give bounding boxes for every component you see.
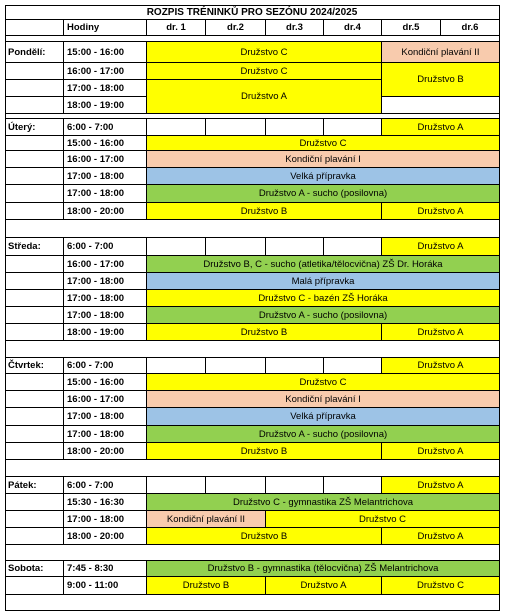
session-block: Družstvo C xyxy=(147,42,382,63)
session-block xyxy=(147,477,206,494)
time-cell: 17:00 - 18:00 xyxy=(64,426,147,443)
session-block: Družstvo B xyxy=(147,203,382,220)
day-cell xyxy=(5,273,64,290)
day-cell xyxy=(5,324,64,341)
session-block: Velká přípravka xyxy=(147,168,500,185)
day-cell xyxy=(5,168,64,185)
session-block xyxy=(206,238,266,256)
time-cell: 18:00 - 20:00 xyxy=(64,528,147,545)
spacer-row xyxy=(5,220,500,238)
header-hours: Hodiny xyxy=(64,20,147,36)
header-track-3: dr.3 xyxy=(266,20,324,36)
header-day-cell xyxy=(5,20,64,36)
session-block xyxy=(206,358,266,374)
session-block: Družstvo A xyxy=(266,577,382,595)
day-label: Středa: xyxy=(5,238,64,256)
day-label: Úterý: xyxy=(5,119,64,136)
session-block xyxy=(324,119,382,136)
header-track-4: dr.4 xyxy=(324,20,382,36)
spacer-row xyxy=(5,460,500,477)
session-block xyxy=(266,358,324,374)
session-block: Družstvo A xyxy=(382,443,500,460)
session-block: Družstvo C - gymnastika ZŠ Melantrichova xyxy=(147,494,500,511)
session-block: Družstvo B xyxy=(382,63,500,97)
day-cell xyxy=(5,408,64,426)
session-block: Velká přípravka xyxy=(147,408,500,426)
time-cell: 9:00 - 11:00 xyxy=(64,577,147,595)
session-block: Družstvo B xyxy=(147,324,382,341)
time-cell: 6:00 - 7:00 xyxy=(64,477,147,494)
spacer-row xyxy=(5,341,500,358)
session-block: Družstvo C xyxy=(147,63,382,80)
day-cell xyxy=(5,136,64,151)
day-cell xyxy=(5,443,64,460)
time-cell: 16:00 - 17:00 xyxy=(64,151,147,168)
session-block: Družstvo C xyxy=(382,577,500,595)
session-block xyxy=(266,477,324,494)
session-block xyxy=(324,358,382,374)
session-block: Družstvo B - gymnastika (tělocvična) ZŠ Melantrichova xyxy=(147,561,500,577)
time-cell: 16:00 - 17:00 xyxy=(64,391,147,408)
session-block: Družstvo C - bazén ZŠ Horáka xyxy=(147,290,500,307)
session-block: Družstvo A xyxy=(147,80,382,114)
header-track-2: dr.2 xyxy=(206,20,266,36)
day-cell xyxy=(5,151,64,168)
session-block xyxy=(382,97,500,114)
day-cell xyxy=(5,97,64,114)
day-cell xyxy=(5,511,64,528)
session-block: Družstvo B xyxy=(147,528,382,545)
time-cell: 17:00 - 18:00 xyxy=(64,80,147,97)
day-cell xyxy=(5,80,64,97)
session-block: Družstvo A xyxy=(382,358,500,374)
day-cell xyxy=(5,391,64,408)
time-cell: 17:00 - 18:00 xyxy=(64,185,147,203)
session-block xyxy=(147,238,206,256)
day-cell xyxy=(5,290,64,307)
day-cell xyxy=(5,185,64,203)
session-block: Družstvo C xyxy=(147,374,500,391)
time-cell: 18:00 - 19:00 xyxy=(64,97,147,114)
session-block: Družstvo B xyxy=(147,577,266,595)
day-cell xyxy=(5,577,64,595)
session-block xyxy=(147,358,206,374)
time-cell: 15:00 - 16:00 xyxy=(64,136,147,151)
day-cell xyxy=(5,63,64,80)
day-label: Sobota: xyxy=(5,561,64,577)
session-block: Družstvo A xyxy=(382,203,500,220)
time-cell: 17:00 - 18:00 xyxy=(64,307,147,324)
time-cell: 18:00 - 20:00 xyxy=(64,203,147,220)
day-label: Čtvrtek: xyxy=(5,358,64,374)
session-block: Družstvo A xyxy=(382,477,500,494)
time-cell: 17:00 - 18:00 xyxy=(64,511,147,528)
time-cell: 7:45 - 8:30 xyxy=(64,561,147,577)
time-cell: 15:00 - 16:00 xyxy=(64,42,147,63)
session-block: Družstvo A xyxy=(382,324,500,341)
session-block: Malá přípravka xyxy=(147,273,500,290)
session-block: Družstvo A xyxy=(382,528,500,545)
header-track-5: dr.5 xyxy=(382,20,441,36)
session-block: Družstvo C xyxy=(147,136,500,151)
session-block xyxy=(324,238,382,256)
time-cell: 17:00 - 18:00 xyxy=(64,290,147,307)
time-cell: 6:00 - 7:00 xyxy=(64,358,147,374)
day-cell xyxy=(5,307,64,324)
time-cell: 15:00 - 16:00 xyxy=(64,374,147,391)
time-cell: 18:00 - 20:00 xyxy=(64,443,147,460)
time-cell: 16:00 - 17:00 xyxy=(64,63,147,80)
day-cell xyxy=(5,494,64,511)
session-block xyxy=(324,477,382,494)
header-track-1: dr. 1 xyxy=(147,20,206,36)
day-cell xyxy=(5,374,64,391)
session-block: Družstvo A xyxy=(382,238,500,256)
header-track-6: dr.6 xyxy=(441,20,500,36)
day-cell xyxy=(5,528,64,545)
day-label: Pátek: xyxy=(5,477,64,494)
session-block xyxy=(266,238,324,256)
session-block xyxy=(206,119,266,136)
spacer-row xyxy=(5,545,500,561)
time-cell: 17:00 - 18:00 xyxy=(64,168,147,185)
day-label: Pondělí: xyxy=(5,42,64,63)
time-cell: 16:00 - 17:00 xyxy=(64,256,147,273)
session-block: Družstvo A - sucho (posilovna) xyxy=(147,426,500,443)
time-cell: 15:30 - 16:30 xyxy=(64,494,147,511)
time-cell: 17:00 - 18:00 xyxy=(64,408,147,426)
session-block: Kondiční plavání II xyxy=(382,42,500,63)
day-cell xyxy=(5,203,64,220)
time-cell: 17:00 - 18:00 xyxy=(64,273,147,290)
session-block xyxy=(266,119,324,136)
time-cell: 6:00 - 7:00 xyxy=(64,238,147,256)
session-block: Družstvo C xyxy=(266,511,500,528)
time-cell: 6:00 - 7:00 xyxy=(64,119,147,136)
session-block: Družstvo A - sucho (posilovna) xyxy=(147,185,500,203)
session-block: Kondiční plavání I xyxy=(147,391,500,408)
session-block: Družstvo A xyxy=(382,119,500,136)
session-block: Kondiční plavání II xyxy=(147,511,266,528)
session-block xyxy=(147,119,206,136)
session-block: Kondiční plavání I xyxy=(147,151,500,168)
session-block xyxy=(206,477,266,494)
page-title: ROZPIS TRÉNINKŮ PRO SEZÓNU 2024/2025 xyxy=(5,5,500,20)
session-block: Družstvo B, C - sucho (atletika/tělocvična) ZŠ Dr. Horáka xyxy=(147,256,500,273)
day-cell xyxy=(5,256,64,273)
session-block: Družstvo A - sucho (posilovna) xyxy=(147,307,500,324)
session-block: Družstvo B xyxy=(147,443,382,460)
time-cell: 18:00 - 19:00 xyxy=(64,324,147,341)
day-cell xyxy=(5,426,64,443)
